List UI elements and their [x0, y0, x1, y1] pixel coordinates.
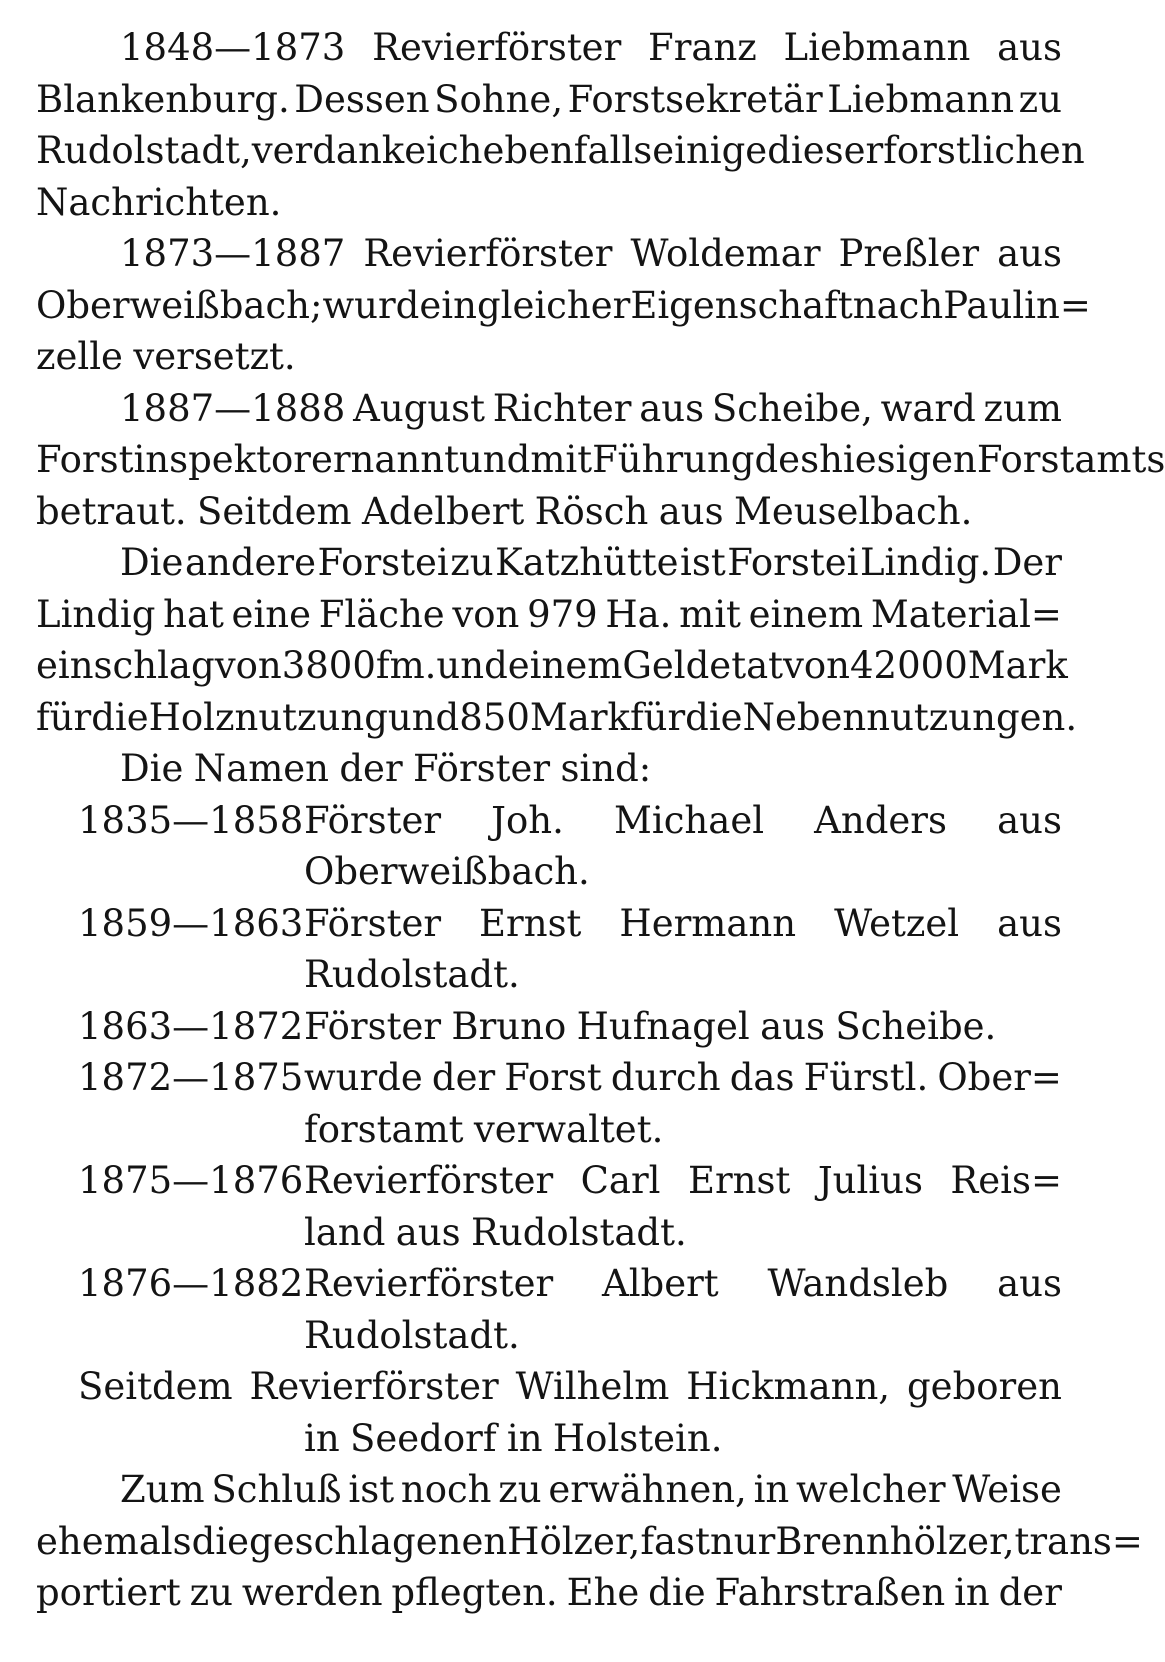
text-line: portiert zu werden pflegten. Ehe die Fahrstraßen in der	[36, 1571, 1062, 1614]
forester-entry	[36, 1001, 1062, 1053]
paragraph-closing	[36, 1464, 1143, 1619]
text-line: 1873—1887 Revierförster Woldemar Preßler aus	[120, 232, 1062, 275]
entry-years: 1876—1882	[78, 1262, 304, 1305]
text-line: Die Namen der Förster sind:	[120, 747, 652, 790]
entry-line: Förster Ernst Hermann Wetzel aus	[304, 901, 1062, 945]
forester-entry	[36, 1052, 1062, 1155]
text-line: Lindig hat eine Fläche von 979 Ha. mit einem Material=	[36, 592, 1062, 636]
text-line: Zum Schluß ist noch zu erwähnen, in welcher Weise	[120, 1468, 1062, 1511]
entry-line: Revierförster Albert Wandsleb aus	[304, 1262, 1062, 1305]
text-line: Die andere Forstei zu Katzhütte ist Forstei Lindig. Der	[120, 541, 1062, 584]
text-line: Nachrichten.	[36, 180, 282, 224]
forester-entry	[36, 898, 1062, 1001]
entry-line: Rudolstadt.	[304, 953, 520, 996]
text-line: in Seedorf in Holstein.	[304, 1416, 723, 1460]
text-line: Forstinspektor ernannt und mit Führung des hiesigen Forstamts	[36, 438, 1165, 481]
text-line: Blankenburg. Dessen Sohne, Forstsekretär Liebmann zu	[36, 77, 1062, 121]
entry-line: Förster Joh. Michael Anders aus	[304, 798, 1062, 842]
entry-line: Oberweißbach.	[304, 850, 590, 893]
text-line: Seitdem Revierförster Wilhelm Hickmann, geboren	[78, 1365, 1062, 1408]
paragraph-pressler	[36, 228, 1091, 383]
text-line: betraut. Seitdem Adelbert Rösch aus Meuselbach.	[36, 489, 973, 533]
paragraph-forstei-lindig	[36, 537, 1078, 795]
paragraph-richter	[36, 383, 1165, 538]
text-line: 1848—1873 Revierförster Franz Liebmann aus	[120, 26, 1062, 69]
text-line: einschlag von 3800 fm. und einem Geldetat von 42 000 Mark	[36, 644, 1068, 687]
forester-list	[36, 795, 1062, 1362]
text-line: 1887—1888 August Richter aus Scheibe, ward zum	[120, 386, 1062, 430]
entry-line: Rudolstadt.	[304, 1313, 520, 1357]
paragraph-liebmann	[36, 22, 1085, 228]
entry-years: 1863—1872	[78, 1004, 304, 1048]
entry-line: forstamt verwaltet.	[304, 1107, 664, 1151]
forester-entry	[36, 795, 1062, 898]
entry-line: land aus Rudolstadt.	[304, 1210, 687, 1254]
entry-line: Revierförster Carl Ernst Julius Reis=	[304, 1159, 1062, 1202]
entry-years: 1835—1858	[78, 798, 304, 842]
entry-line: wurde der Forst durch das Fürstl. Ober=	[304, 1056, 1062, 1099]
text-line: zelle versetzt.	[36, 335, 296, 378]
text-line: Oberweißbach; wurde in gleicher Eigenschaft nach Paulin=	[36, 283, 1091, 327]
forester-entry	[36, 1258, 1062, 1361]
text-line: Rudolstadt, verdanke ich ebenfalls einige dieser forstlichen	[36, 129, 1085, 172]
entry-years: 1875—1876	[78, 1159, 304, 1202]
entry-years: 1872—1875	[78, 1056, 304, 1099]
entry-years: 1859—1863	[78, 901, 304, 945]
forester-entry	[36, 1155, 1062, 1258]
text-line: für die Holznutzung und 850 Mark für die Nebennutzungen.	[36, 695, 1078, 739]
entry-line: Förster Bruno Hufnagel aus Scheibe.	[304, 1004, 997, 1048]
seitdem-entry	[36, 1361, 1062, 1464]
text-line: ehemals die geschlagenen Hölzer, fast nur Brennhölzer, trans=	[36, 1519, 1143, 1563]
page-text	[36, 22, 1165, 1619]
